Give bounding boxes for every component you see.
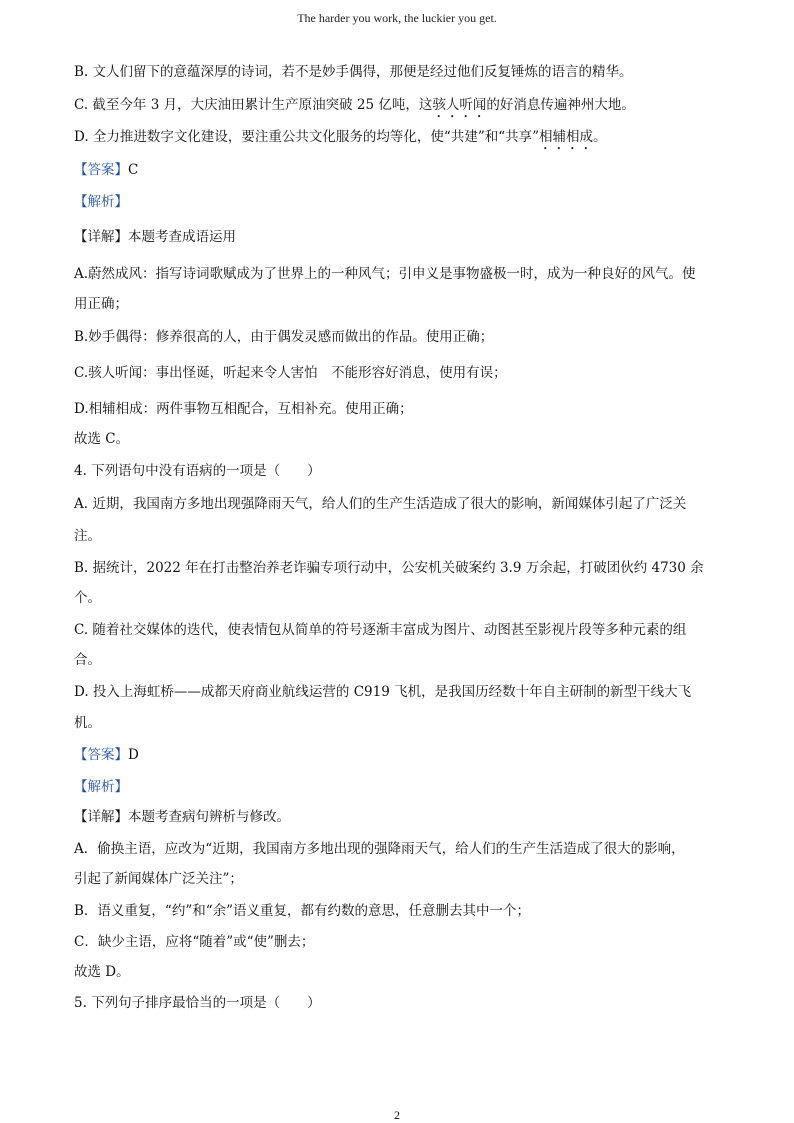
q3-explanation-d: D.相辅相成：两件事物互相配合，互相补充。使用正确；: [74, 401, 413, 417]
q3-explanation-a-line1: A.蔚然成风：指写诗词歌赋成为了世界上的一种风气；引申义是事物盛极一时，成为一种良好的风气。使: [74, 266, 696, 282]
page-header-motto: The harder you work, the luckier you get.: [297, 11, 497, 25]
q3-detail: [74, 228, 724, 246]
q4-option-d-line1: D. 投入上海虹桥——成都天府商业航线运营的 C919 飞机，是我国历经数十年自主研制的新型干线大飞: [74, 684, 692, 700]
answer-tag: 【答案】: [74, 747, 128, 763]
q3-explanation-a-line2: 用正确；: [74, 296, 128, 312]
q3-option-d-text: D. 全力推进数字文化建设，要注重公共文化服务的均等化，使“共建”和“共享”: [74, 129, 540, 145]
answer-value: D: [128, 747, 139, 763]
q4-option-b-line1: B. 据统计，2022 年在打击整治养老诈骗专项行动中，公安机关破案约 3.9 万余起，打破团伙约 4730 余: [74, 560, 704, 576]
q3-option-c-text: C. 截至今年 3 月，大庆油田累计生产原油突破 25 亿吨，这: [74, 97, 433, 113]
q3-explanation-b: B.妙手偶得：修养很高的人，由于偶发灵感而做出的作品。使用正确；: [74, 329, 494, 345]
analysis-tag: 【解析】: [74, 779, 128, 795]
detail-tag: 【详解】: [74, 229, 128, 245]
q3-option-d-text-end: 。: [593, 129, 607, 145]
detail-text: 本题考查成语运用: [128, 229, 236, 245]
q4-option-b-line2: 个。: [74, 590, 101, 606]
detail-text: 本题考查病句辨析与修改。: [128, 809, 290, 825]
q3-conclusion: 故选 C。: [74, 431, 130, 447]
q4-option-a-line1: A. 近期，我国南方多地出现强降雨天气，给人们的生产生活造成了很大的影响，新闻媒体引起了广泛关: [74, 496, 687, 512]
q3-option-b: B. 文人们留下的意蕴深厚的诗词，若不是妙手偶得，那便是经过他们反复锤炼的语言的精华。: [74, 64, 633, 80]
q4-explanation-b: B．语义重复，“约”和“余”语义重复，都有约数的意思，任意删去其中一个；: [74, 903, 531, 919]
q4-option-c-line2: 合。: [74, 652, 101, 668]
q4-option-c-line1: C. 随着社交媒体的迭代，使表情包从简单的符号逐渐丰富成为图片、动图甚至影视片段等多种元素的组: [74, 622, 687, 638]
q4-detail: [74, 808, 724, 826]
analysis-tag: 【解析】: [74, 194, 128, 210]
page-number: 2: [394, 1108, 400, 1122]
q3-option-d-dotted-idiom: 相辅相成: [539, 129, 594, 145]
q3-explanation-c: C.骇人听闻：事出怪诞，听起来令人害怕 不能形容好消息，使用有误；: [74, 365, 507, 381]
q3-option-c-text-end: 的好消息传遍神州大地。: [486, 97, 635, 113]
q3-option-c-dotted-idiom: 骇人听闻: [432, 97, 487, 113]
q3-answer: [74, 161, 724, 179]
q4-analysis-tag: [74, 778, 724, 796]
q3-option-c: [74, 96, 724, 121]
detail-tag: 【详解】: [74, 809, 128, 825]
q4-explanation-a-line1: A．偷换主语，应改为“近期，我国南方多地出现的强降雨天气，给人们的生产生活造成了很大的影响，: [74, 841, 685, 857]
q4-stem: 4. 下列语句中没有语病的一项是（ ）: [74, 463, 321, 479]
q4-conclusion: 故选 D。: [74, 964, 130, 980]
q4-option-d-line2: 机。: [74, 715, 101, 731]
q4-answer: [74, 746, 724, 764]
answer-value: C: [128, 162, 139, 178]
answer-tag: 【答案】: [74, 162, 128, 178]
q4-explanation-c: C．缺少主语，应将“随着”或“使”删去；: [74, 934, 315, 950]
q4-explanation-a-line2: 引起了新闻媒体广泛关注”；: [74, 871, 243, 887]
q4-option-a-line2: 注。: [74, 528, 101, 544]
q5-stem: 5. 下列句子排序最恰当的一项是（ ）: [74, 995, 321, 1011]
q3-option-d: [74, 128, 724, 153]
q3-analysis-tag: [74, 193, 724, 211]
